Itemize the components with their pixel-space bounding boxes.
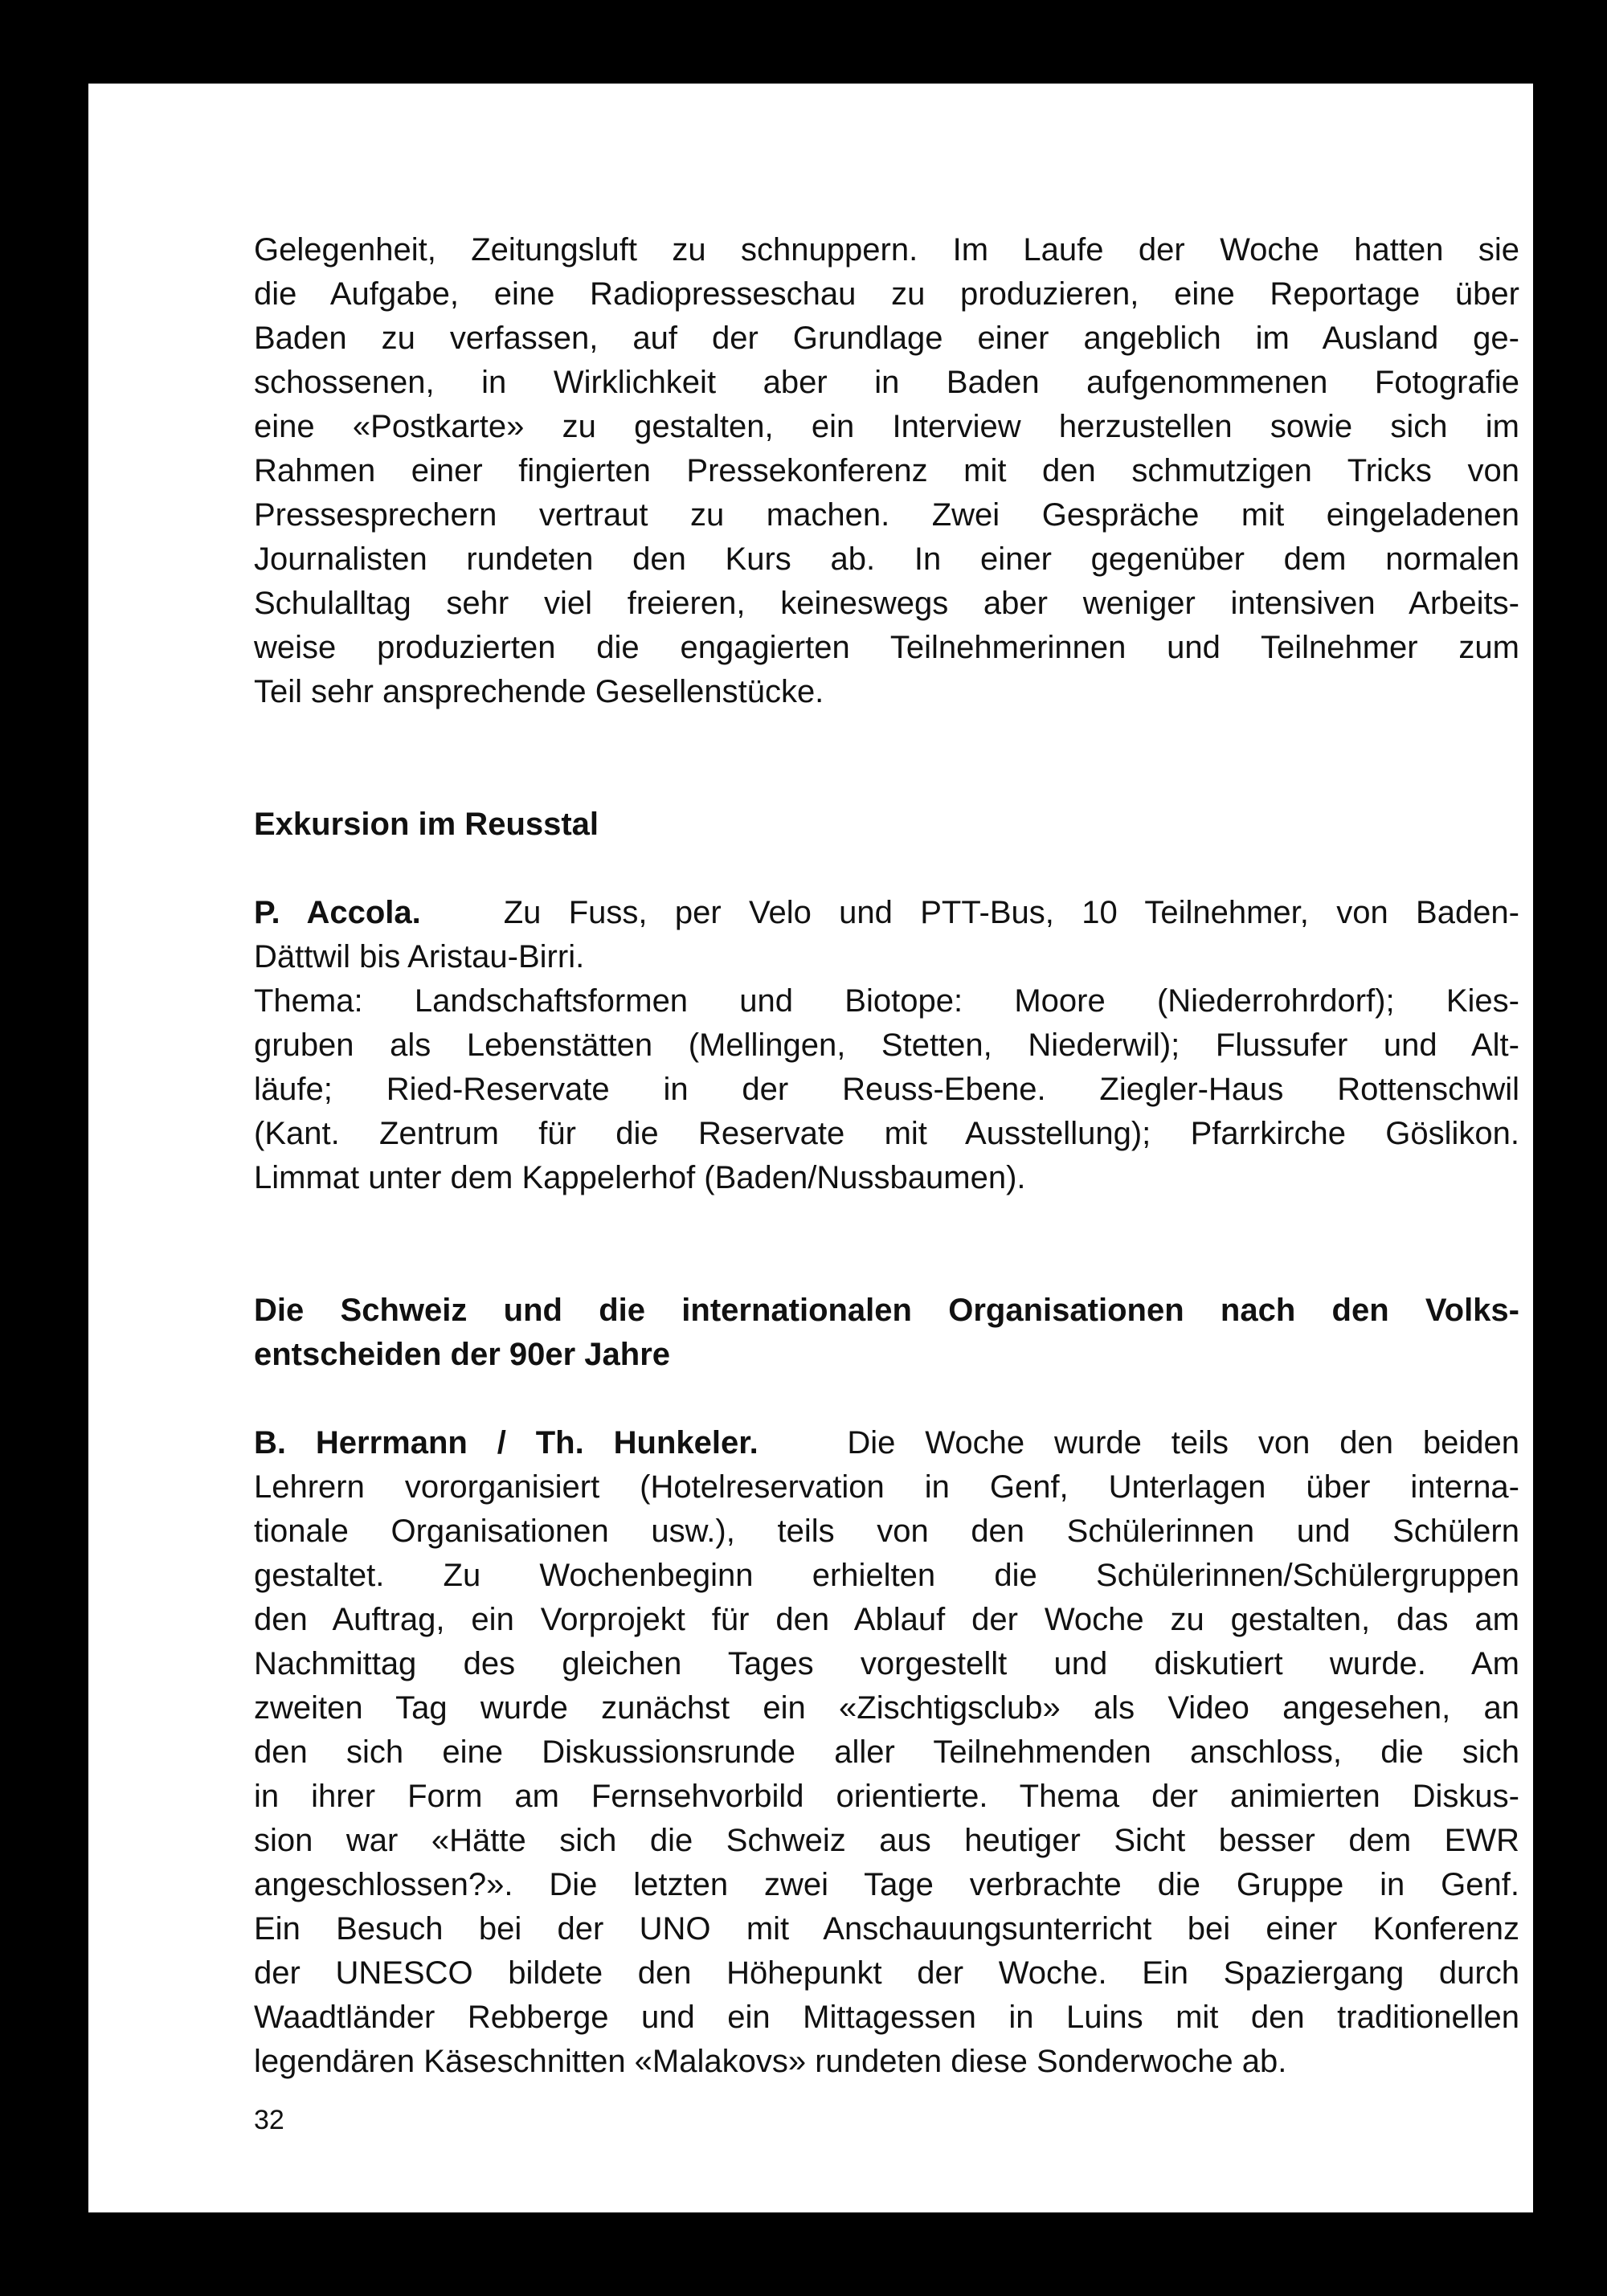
- author-herrmann-hunkeler: B. Herrmann / Th. Hunkeler.: [254, 1425, 759, 1461]
- section1-line: (Kant. Zentrum für die Reservate mit Ausstellung); Pfarrkirche Göslikon.: [254, 1116, 1519, 1151]
- heading-line: entscheiden der 90er Jahre: [254, 1337, 671, 1372]
- section1-line: Thema: Landschaftsformen und Biotope: Moore (Niederrohrdorf); Kies-: [254, 983, 1519, 1019]
- text-column: [254, 228, 1519, 2084]
- intro-line: Baden zu verfassen, auf der Grundlage einer angeblich im Ausland ge-: [254, 321, 1519, 356]
- section2-line: den sich eine Diskussionsrunde aller Teilnehmenden anschloss, die sich: [254, 1734, 1519, 1770]
- section1-line: gruben als Lebenstätten (Mellingen, Stetten, Niederwil); Flussufer und Alt-: [254, 1027, 1519, 1063]
- section-heading-schweiz: [254, 1289, 1519, 1377]
- intro-line: Gelegenheit, Zeitungsluft zu schnuppern. Im Laufe der Woche hatten sie: [254, 232, 1519, 268]
- intro-line: Rahmen einer fingierten Pressekonferenz mit den schmutzigen Tricks von: [254, 453, 1519, 488]
- section2-line: Waadtländer Rebberge und ein Mittagessen in Luins mit den traditionellen: [254, 2000, 1519, 2035]
- heading-line: Die Schweiz und die internationalen Organisationen nach den Volks-: [254, 1293, 1519, 1328]
- section2-line: zweiten Tag wurde zunächst ein «Zischtigsclub» als Video angesehen, an: [254, 1690, 1519, 1726]
- intro-line: schossenen, in Wirklichkeit aber in Baden aufgenommenen Fotografie: [254, 365, 1519, 400]
- section2-line: legendären Käseschnitten «Malakovs» rundeten diese Sonderwoche ab.: [254, 2044, 1287, 2079]
- section1-line: Zu Fuss, per Velo und PTT-Bus, 10 Teilnehmer, von Baden-: [503, 895, 1519, 930]
- intro-line: weise produzierten die engagierten Teilnehmerinnen und Teilnehmer zum: [254, 630, 1519, 665]
- section2-line: Lehrern vororganisiert (Hotelreservation in Genf, Unterlagen über interna-: [254, 1469, 1519, 1505]
- section2-line: in ihrer Form am Fernsehvorbild orientierte. Thema der animierten Diskus-: [254, 1779, 1519, 1814]
- intro-line: Pressesprechern vertraut zu machen. Zwei Gespräche mit eingeladenen: [254, 497, 1519, 533]
- section2-line: Die Woche wurde teils von den beiden: [847, 1425, 1519, 1461]
- section-heading-exkursion: Exkursion im Reusstal: [254, 807, 599, 842]
- section2-line: gestaltet. Zu Wochenbeginn erhielten die Schülerinnen/Schülergruppen: [254, 1558, 1519, 1593]
- intro-line: Journalisten rundeten den Kurs ab. In einer gegenüber dem normalen: [254, 541, 1519, 577]
- section2-line: Ein Besuch bei der UNO mit Anschauungsunterricht bei einer Konferenz: [254, 1911, 1519, 1947]
- section2-line: der UNESCO bildete den Höhepunkt der Woche. Ein Spaziergang durch: [254, 1955, 1519, 1991]
- section2-paragraph: [254, 1421, 1519, 2084]
- section2-first-line: [254, 1421, 1519, 1465]
- intro-line: Schulalltag sehr viel freieren, keineswegs aber weniger intensiven Arbeits-: [254, 586, 1519, 621]
- section2-line: den Auftrag, ein Vorprojekt für den Ablauf der Woche zu gestalten, das am: [254, 1602, 1519, 1637]
- section1-line: Dättwil bis Aristau-Birri.: [254, 939, 585, 974]
- intro-line: Teil sehr ansprechende Gesellenstücke.: [254, 674, 824, 709]
- section2-line: Nachmittag des gleichen Tages vorgestellt und diskutiert wurde. Am: [254, 1646, 1519, 1681]
- page-number: 32: [254, 2105, 284, 2135]
- section2-line: sion war «Hätte sich die Schweiz aus heutiger Sicht besser dem EWR: [254, 1823, 1519, 1858]
- intro-paragraph: [254, 228, 1519, 714]
- document-page: [88, 84, 1533, 2212]
- intro-line: die Aufgabe, eine Radiopresseschau zu produzieren, eine Reportage über: [254, 276, 1519, 312]
- section1-first-line: [254, 891, 1519, 935]
- author-accola: P. Accola.: [254, 895, 421, 930]
- section2-line: angeschlossen?». Die letzten zwei Tage verbrachte die Gruppe in Genf.: [254, 1867, 1519, 1902]
- section1-line: läufe; Ried-Reservate in der Reuss-Ebene. Ziegler-Haus Rottenschwil: [254, 1072, 1519, 1107]
- section1-paragraph: [254, 891, 1519, 1200]
- section2-line: tionale Organisationen usw.), teils von den Schülerinnen und Schülern: [254, 1514, 1519, 1549]
- intro-line: eine «Postkarte» zu gestalten, ein Interview herzustellen sowie sich im: [254, 409, 1519, 444]
- section1-line: Limmat unter dem Kappelerhof (Baden/Nussbaumen).: [254, 1160, 1026, 1195]
